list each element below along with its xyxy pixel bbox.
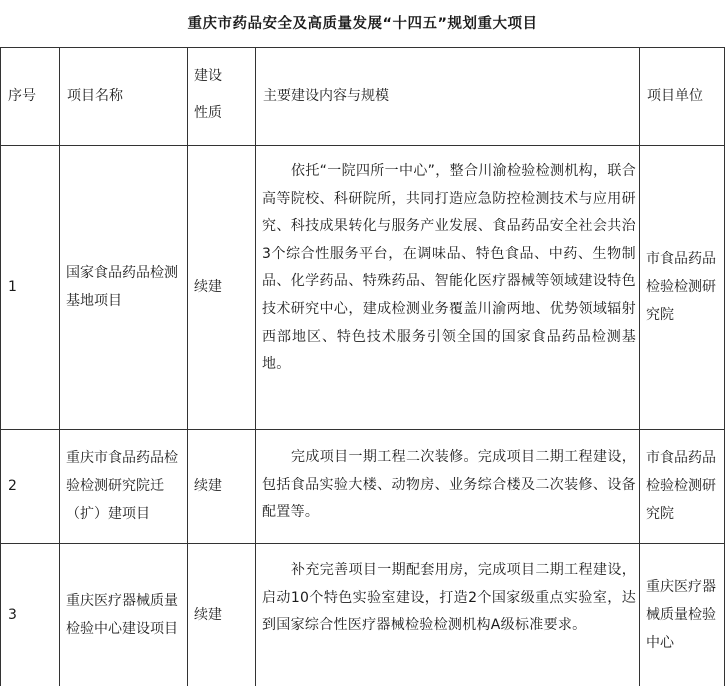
projects-table	[0, 47, 725, 686]
row-3-nature: 续建	[194, 606, 222, 623]
row-2-nature: 续建	[194, 478, 222, 494]
header-name: 项目名称	[67, 88, 123, 104]
row-1-unit-text: 市食品药品检验检测研究院	[646, 251, 716, 323]
row-2-unit	[646, 429, 722, 543]
table-rule	[187, 47, 188, 686]
row-3-content: 补充完善项目一期配套用房，完成项目二期工程建设，启动10个特色实验室建设，打造2个国家级重点实验室，达到国家综合性医疗器械检验检测机构A级标准要求。	[262, 562, 636, 634]
table-rule	[0, 47, 1, 686]
table-rule	[59, 47, 60, 686]
header-unit: 项目单位	[647, 88, 703, 104]
row-3-name	[66, 543, 184, 686]
row-1-unit	[646, 145, 722, 429]
row-3-unit	[646, 543, 722, 686]
row-2-name	[66, 429, 184, 543]
table-rule	[639, 47, 640, 686]
table-rule	[255, 47, 256, 686]
row-1-name-text: 国家食品药品检测基地项目	[66, 265, 178, 309]
header-nature-line2: 性质	[194, 105, 222, 121]
row-1-content: 依托“一院四所一中心”，整合川渝检验检测机构，联合高等院校、科研院所，共同打造应急防控检测技术与应用研究、科技成果转化与服务产业发展、食品药品安全社会共治3个综合性服务平台，在调味品、特色食品、中药、生物制品、化学药品、特殊药品、智能化医疗器械等领域建设特色技术研究中心，建成检测业务覆盖川渝两地、优势领域辐射西部地区、特色技术服务引领全国的国家食品药品检测基地。	[262, 163, 636, 373]
document-title: 重庆市药品安全及高质量发展“十四五”规划重大项目	[187, 16, 538, 32]
header-nature	[194, 62, 250, 127]
header-no: 序号	[8, 88, 36, 104]
row-1-nature: 续建	[194, 279, 222, 295]
row-2-no: 2	[8, 478, 17, 494]
row-2-content: 完成项目一期工程二次装修。完成项目二期工程建设，包括食品实验大楼、动物房、业务综合楼及二次装修、设备配置等。	[262, 449, 636, 521]
row-3-no: 3	[8, 606, 17, 623]
header-nature-line1: 建设	[194, 68, 222, 84]
row-2-unit-text: 市食品药品检验检测研究院	[646, 450, 716, 522]
row-3-unit-text: 重庆医疗器械质量检验中心	[646, 578, 716, 651]
row-1-name	[66, 145, 184, 429]
row-1-no: 1	[8, 279, 17, 295]
row-2-name-text: 重庆市食品药品检验检测研究院迁（扩）建项目	[66, 450, 178, 522]
header-content: 主要建设内容与规模	[263, 88, 389, 104]
row-3-name-text: 重庆医疗器械质量检验中心建设项目	[66, 592, 178, 637]
